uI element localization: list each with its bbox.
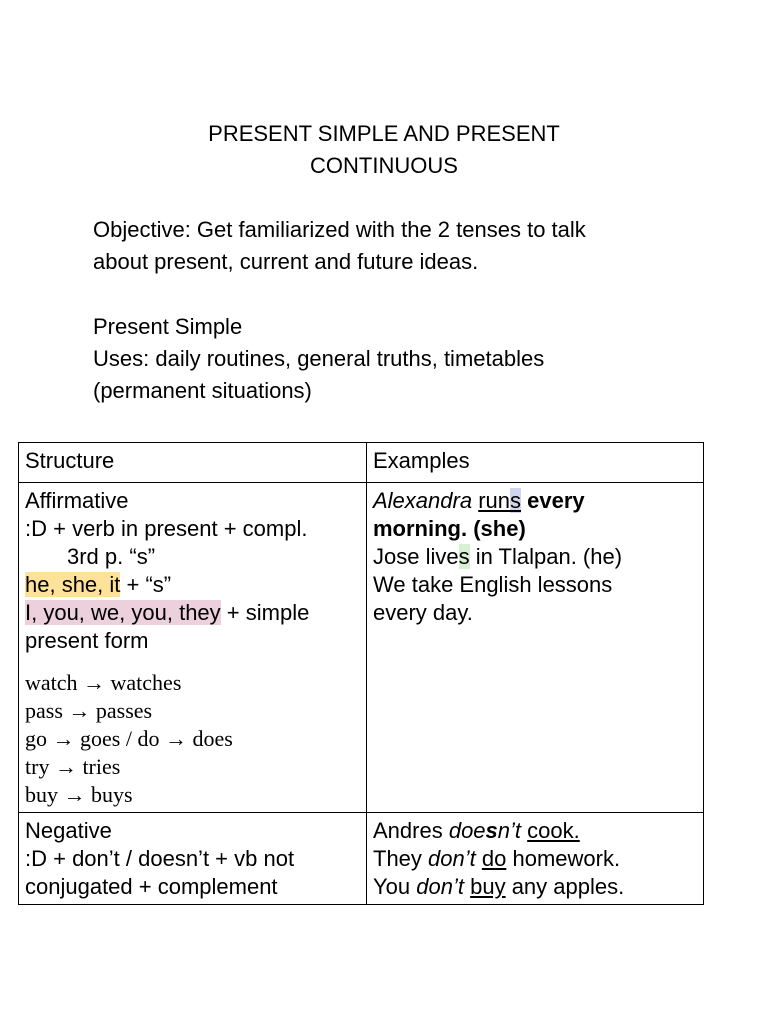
affirmative-examples-cell [367, 483, 704, 813]
title-line-1: PRESENT SIMPLE AND PRESENT [208, 121, 560, 146]
header-examples: Examples [367, 443, 704, 483]
neg-ex1-aux-a: doe [448, 818, 486, 843]
negative-example-1 [373, 817, 697, 845]
negative-structure-cell [19, 813, 367, 905]
neg-ex1-subject: Andres [373, 818, 449, 843]
uses-line-2: (permanent situations) [93, 378, 312, 403]
neg-ex2-subject: They [373, 846, 429, 871]
other-persons-tail: present form [25, 628, 149, 653]
he-she-it-rule [25, 571, 360, 599]
objective-line-2: about present, current and future ideas. [93, 249, 479, 274]
example-2-verb-ending: s [458, 544, 470, 569]
neg-ex3-subject: You [373, 874, 417, 899]
neg-ex1-aux-b: s [485, 818, 498, 843]
neg-ex1-verb: cook. [527, 818, 580, 843]
example-1-bold-a: every [521, 488, 585, 513]
negative-rule-line-1: :D + don’t / doesn’t + vb not [25, 846, 295, 871]
he-she-it-highlight: he, she, it [25, 572, 121, 597]
present-simple-heading: Present Simple [93, 314, 243, 339]
negative-example-2 [373, 845, 697, 873]
negative-example-3 [373, 873, 697, 901]
present-simple-intro [93, 311, 713, 407]
objective-paragraph [93, 214, 713, 278]
list-item: watch → watches [25, 670, 182, 695]
example-1-verb [478, 488, 521, 513]
neg-ex3-rest: any apples. [505, 874, 625, 899]
list-item: pass → passes [25, 698, 153, 723]
neg-ex1-aux-c: n’t [497, 818, 522, 843]
table-row-negative [19, 813, 704, 905]
example-1-bold-b: morning. (she) [373, 516, 526, 541]
negative-examples-cell [367, 813, 704, 905]
third-person-note: 3rd p. “s” [67, 544, 156, 569]
negative-rule-line-2: conjugated + complement [25, 874, 278, 899]
affirmative-structure-cell [19, 483, 367, 813]
example-1 [373, 487, 697, 515]
list-item: buy → buys [25, 782, 133, 807]
example-1-verb-stem: run [478, 488, 510, 513]
neg-ex2-verb: do [481, 846, 507, 871]
he-she-it-suffix: + “s” [120, 572, 172, 597]
list-item: try → tries [25, 754, 121, 779]
negative-label: Negative [25, 818, 112, 843]
uses-line-1: Uses: daily routines, general truths, timetables [93, 346, 545, 371]
example-2-start: Jose live [373, 544, 459, 569]
neg-ex3-verb: buy [470, 874, 506, 899]
other-persons-rule [25, 599, 360, 627]
grammar-table [18, 442, 704, 905]
objective-line-1: Objective: Get familiarized with the 2 tenses to talk [93, 217, 586, 242]
title-line-2: CONTINUOUS [310, 153, 458, 178]
other-persons-highlight: I, you, we, you, they [25, 600, 221, 625]
header-structure: Structure [19, 443, 367, 483]
table-header-row [19, 443, 704, 483]
neg-ex3-aux: don’t [416, 874, 464, 899]
affirmative-label: Affirmative [25, 488, 129, 513]
example-1-verb-ending: s [510, 488, 521, 513]
example-3-line-1: We take English lessons [373, 572, 613, 597]
list-item: go → goes / do → does [25, 726, 233, 751]
other-persons-suffix: + simple [220, 600, 310, 625]
example-2 [373, 543, 697, 571]
document-title [0, 118, 768, 182]
neg-ex2-aux: don’t [428, 846, 476, 871]
example-3-line-2: every day. [373, 600, 473, 625]
spelling-list [25, 669, 360, 809]
affirmative-rule: :D + verb in present + compl. [25, 516, 308, 541]
example-1-subject: Alexandra [373, 488, 473, 513]
example-2-end: in Tlalpan. (he) [469, 544, 623, 569]
table-row-affirmative [19, 483, 704, 813]
neg-ex2-rest: homework. [506, 846, 621, 871]
